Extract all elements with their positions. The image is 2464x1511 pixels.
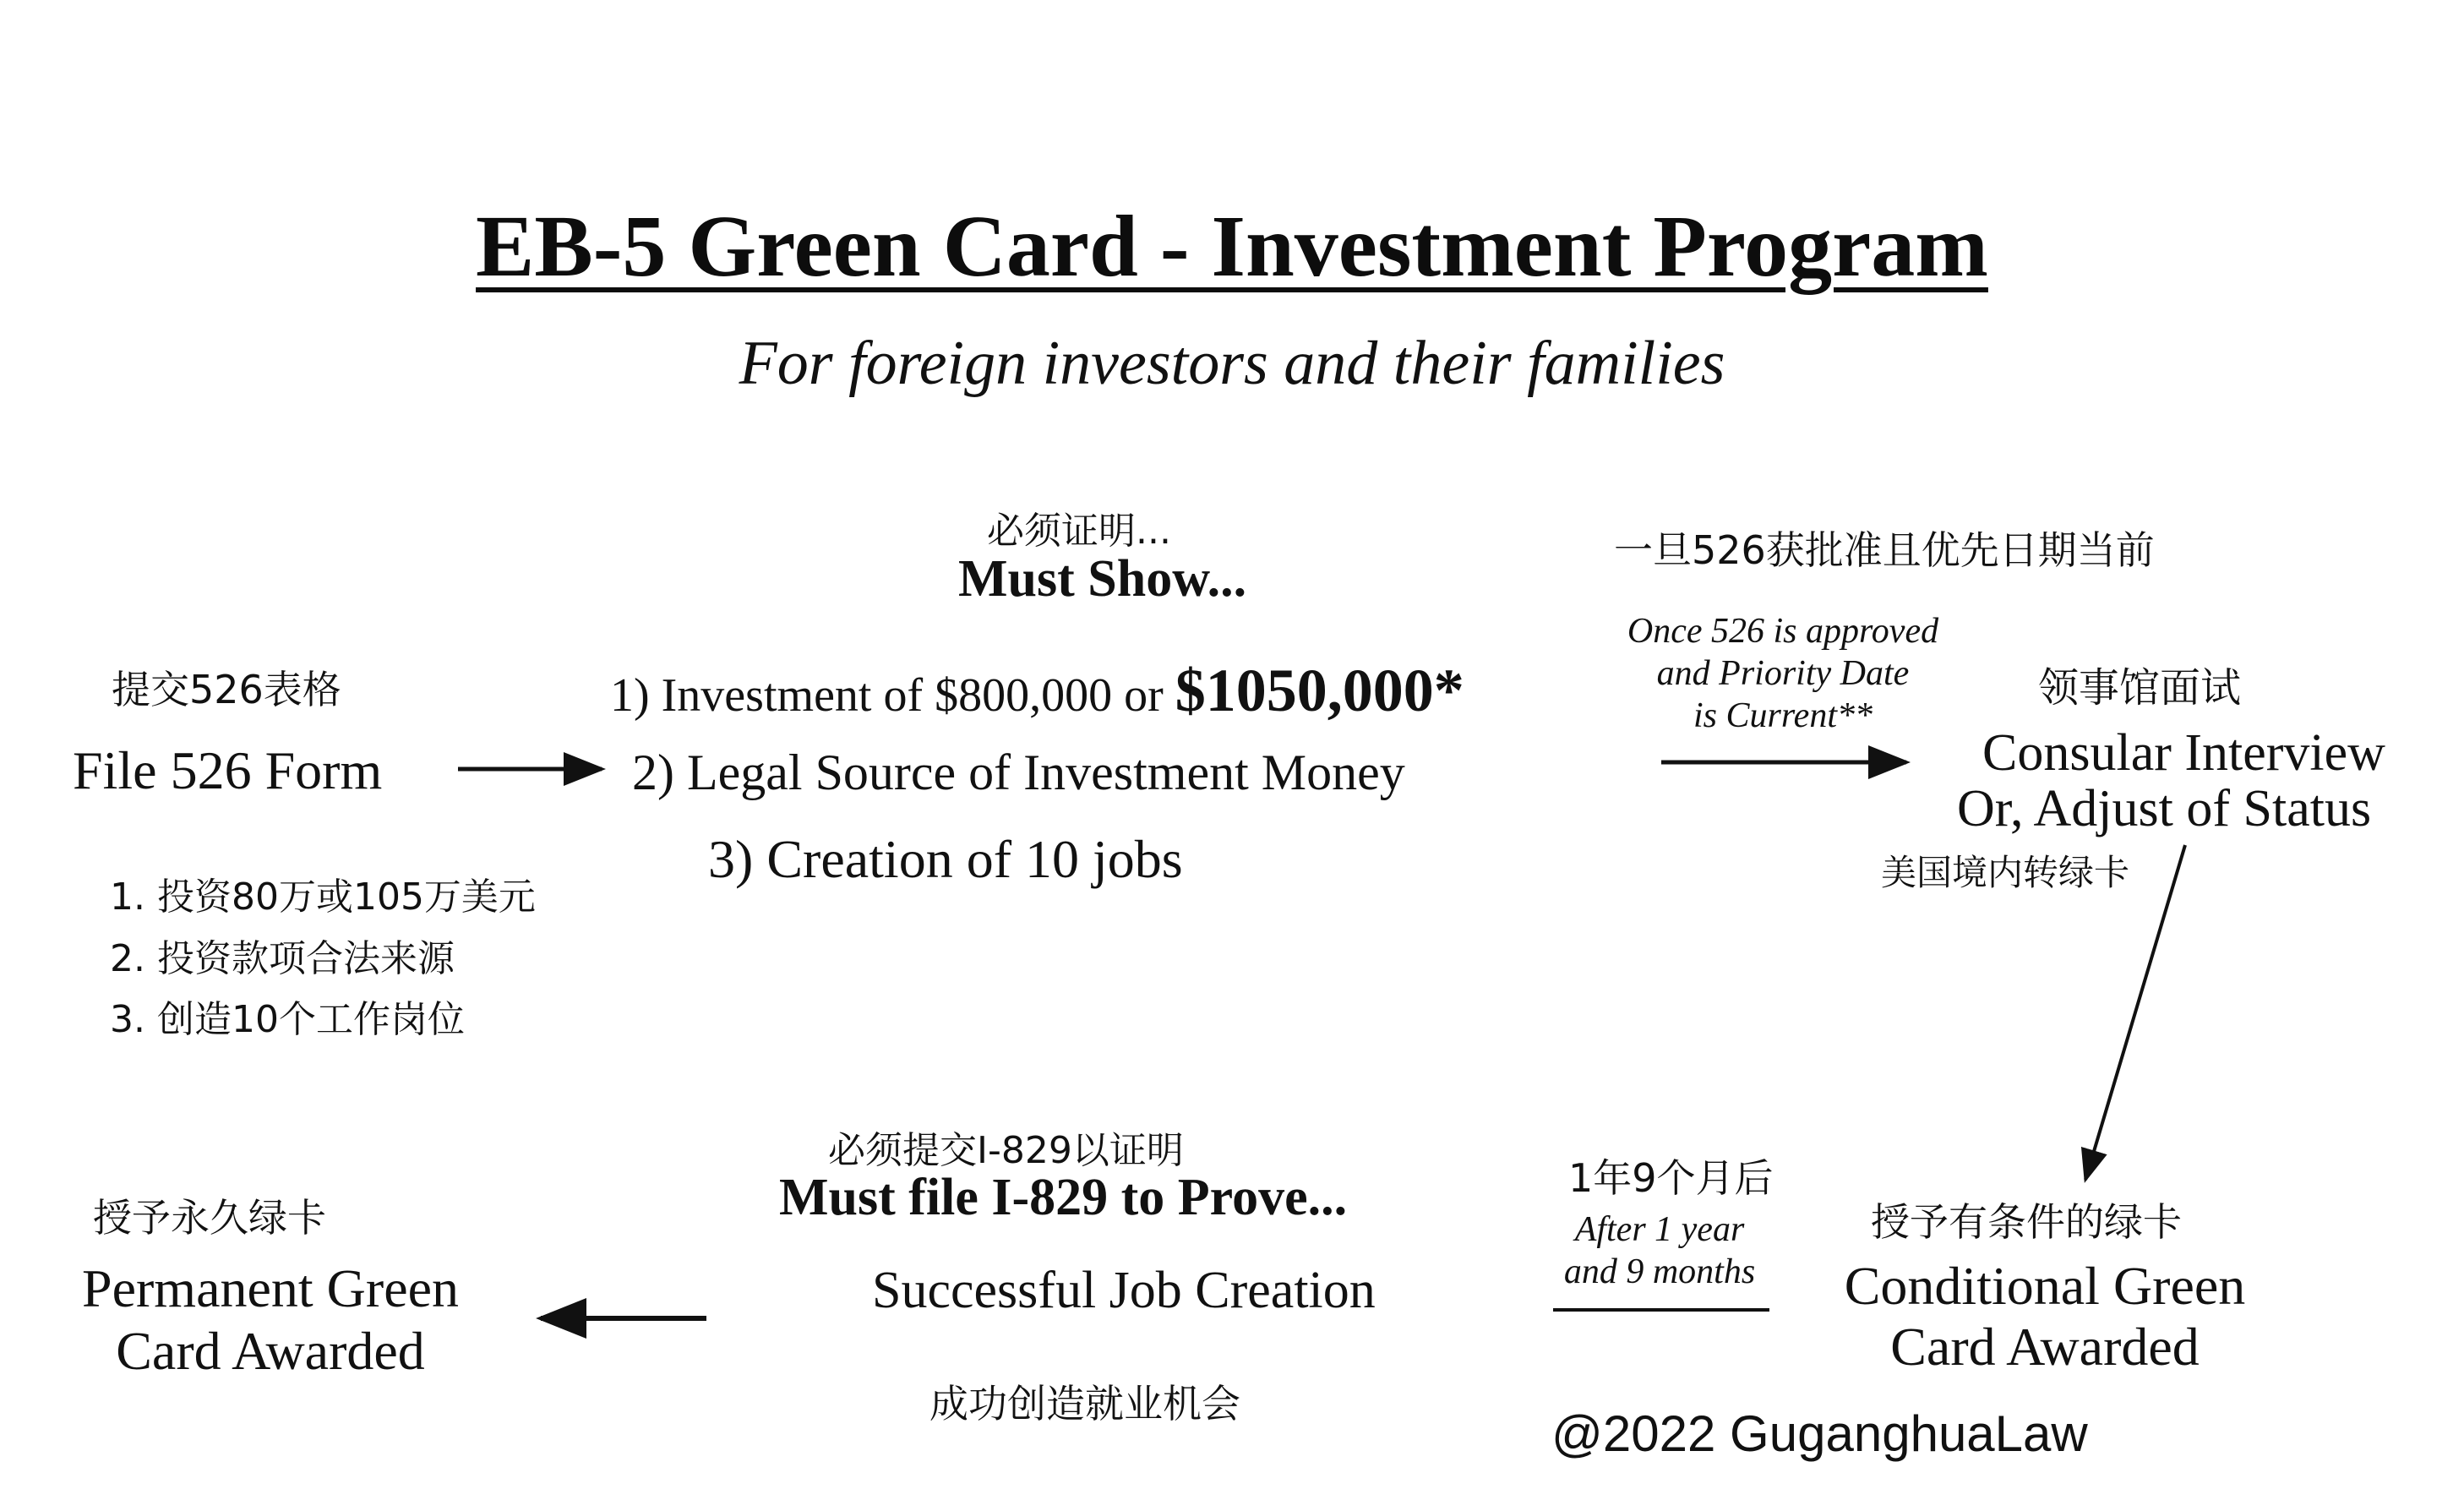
permanent-line-1: Permanent Green	[81, 1258, 460, 1318]
page-title: EB-5 Green Card - Investment Program	[476, 198, 1988, 295]
permanent-line-2: Card Awarded	[116, 1321, 425, 1381]
consular-cn-sub: 美国境内转绿卡	[1881, 852, 2130, 893]
consular-line-2: Or, Adjust of Status	[1957, 780, 2372, 837]
permanent-cn-label: 授予永久绿卡	[93, 1195, 326, 1241]
file-526-cn-item-2: 2. 投资款项合法来源	[110, 937, 455, 980]
once-approved-line-3: is Current**	[1693, 696, 1873, 735]
must-show-item-2: 2) Legal Source of Investment Money	[632, 745, 1405, 800]
copyright-text: @2022 GuganghuaLaw	[1551, 1405, 2088, 1462]
file-526-cn-label: 提交526表格	[112, 667, 341, 712]
file-526-cn-item-1: 1. 投资80万或105万美元	[110, 876, 536, 919]
file-526-label: File 526 Form	[73, 740, 383, 800]
must-show-cn-label: 必须证明...	[987, 510, 1171, 553]
conditional-cn-label: 授予有条件的绿卡	[1871, 1199, 2182, 1245]
after-line-2: and 9 months	[1563, 1252, 1756, 1291]
after-line-1: After 1 year	[1574, 1210, 1745, 1249]
after-cn-label: 1年9个月后	[1568, 1155, 1774, 1201]
consular-line-1: Consular Interview	[1982, 724, 2385, 782]
must-file-cn-label: 必须提交I-829以证明	[828, 1129, 1184, 1172]
conditional-line-1: Conditional Green	[1844, 1256, 2246, 1316]
page-subtitle: For foreign investors and their families	[739, 329, 1725, 398]
consular-cn-label: 领事馆面试	[2038, 664, 2242, 712]
must-file-item: Successful Job Creation	[872, 1262, 1376, 1319]
must-show-item-3: 3) Creation of 10 jobs	[708, 829, 1183, 889]
file-526-cn-item-3: 3. 创造10个工作岗位	[110, 998, 465, 1041]
conditional-line-2: Card Awarded	[1890, 1317, 2200, 1377]
must-file-heading: Must file I-829 to Prove...	[779, 1169, 1348, 1226]
must-show-item-1-amount: $1050,000*	[1175, 657, 1464, 724]
must-show-item-1-text: 1) Investment of $800,000 or	[610, 669, 1175, 722]
once-approved-cn-label: 一旦526获批准且优先日期当前	[1614, 527, 2155, 573]
once-approved-line-1: Once 526 is approved	[1627, 612, 1939, 651]
must-file-cn-item: 成功创造就业机会	[929, 1381, 1240, 1426]
once-approved-line-2: and Priority Date	[1656, 654, 1910, 693]
arrow-consular-to-conditional	[2085, 845, 2185, 1180]
must-show-heading: Must Show...	[958, 550, 1247, 608]
